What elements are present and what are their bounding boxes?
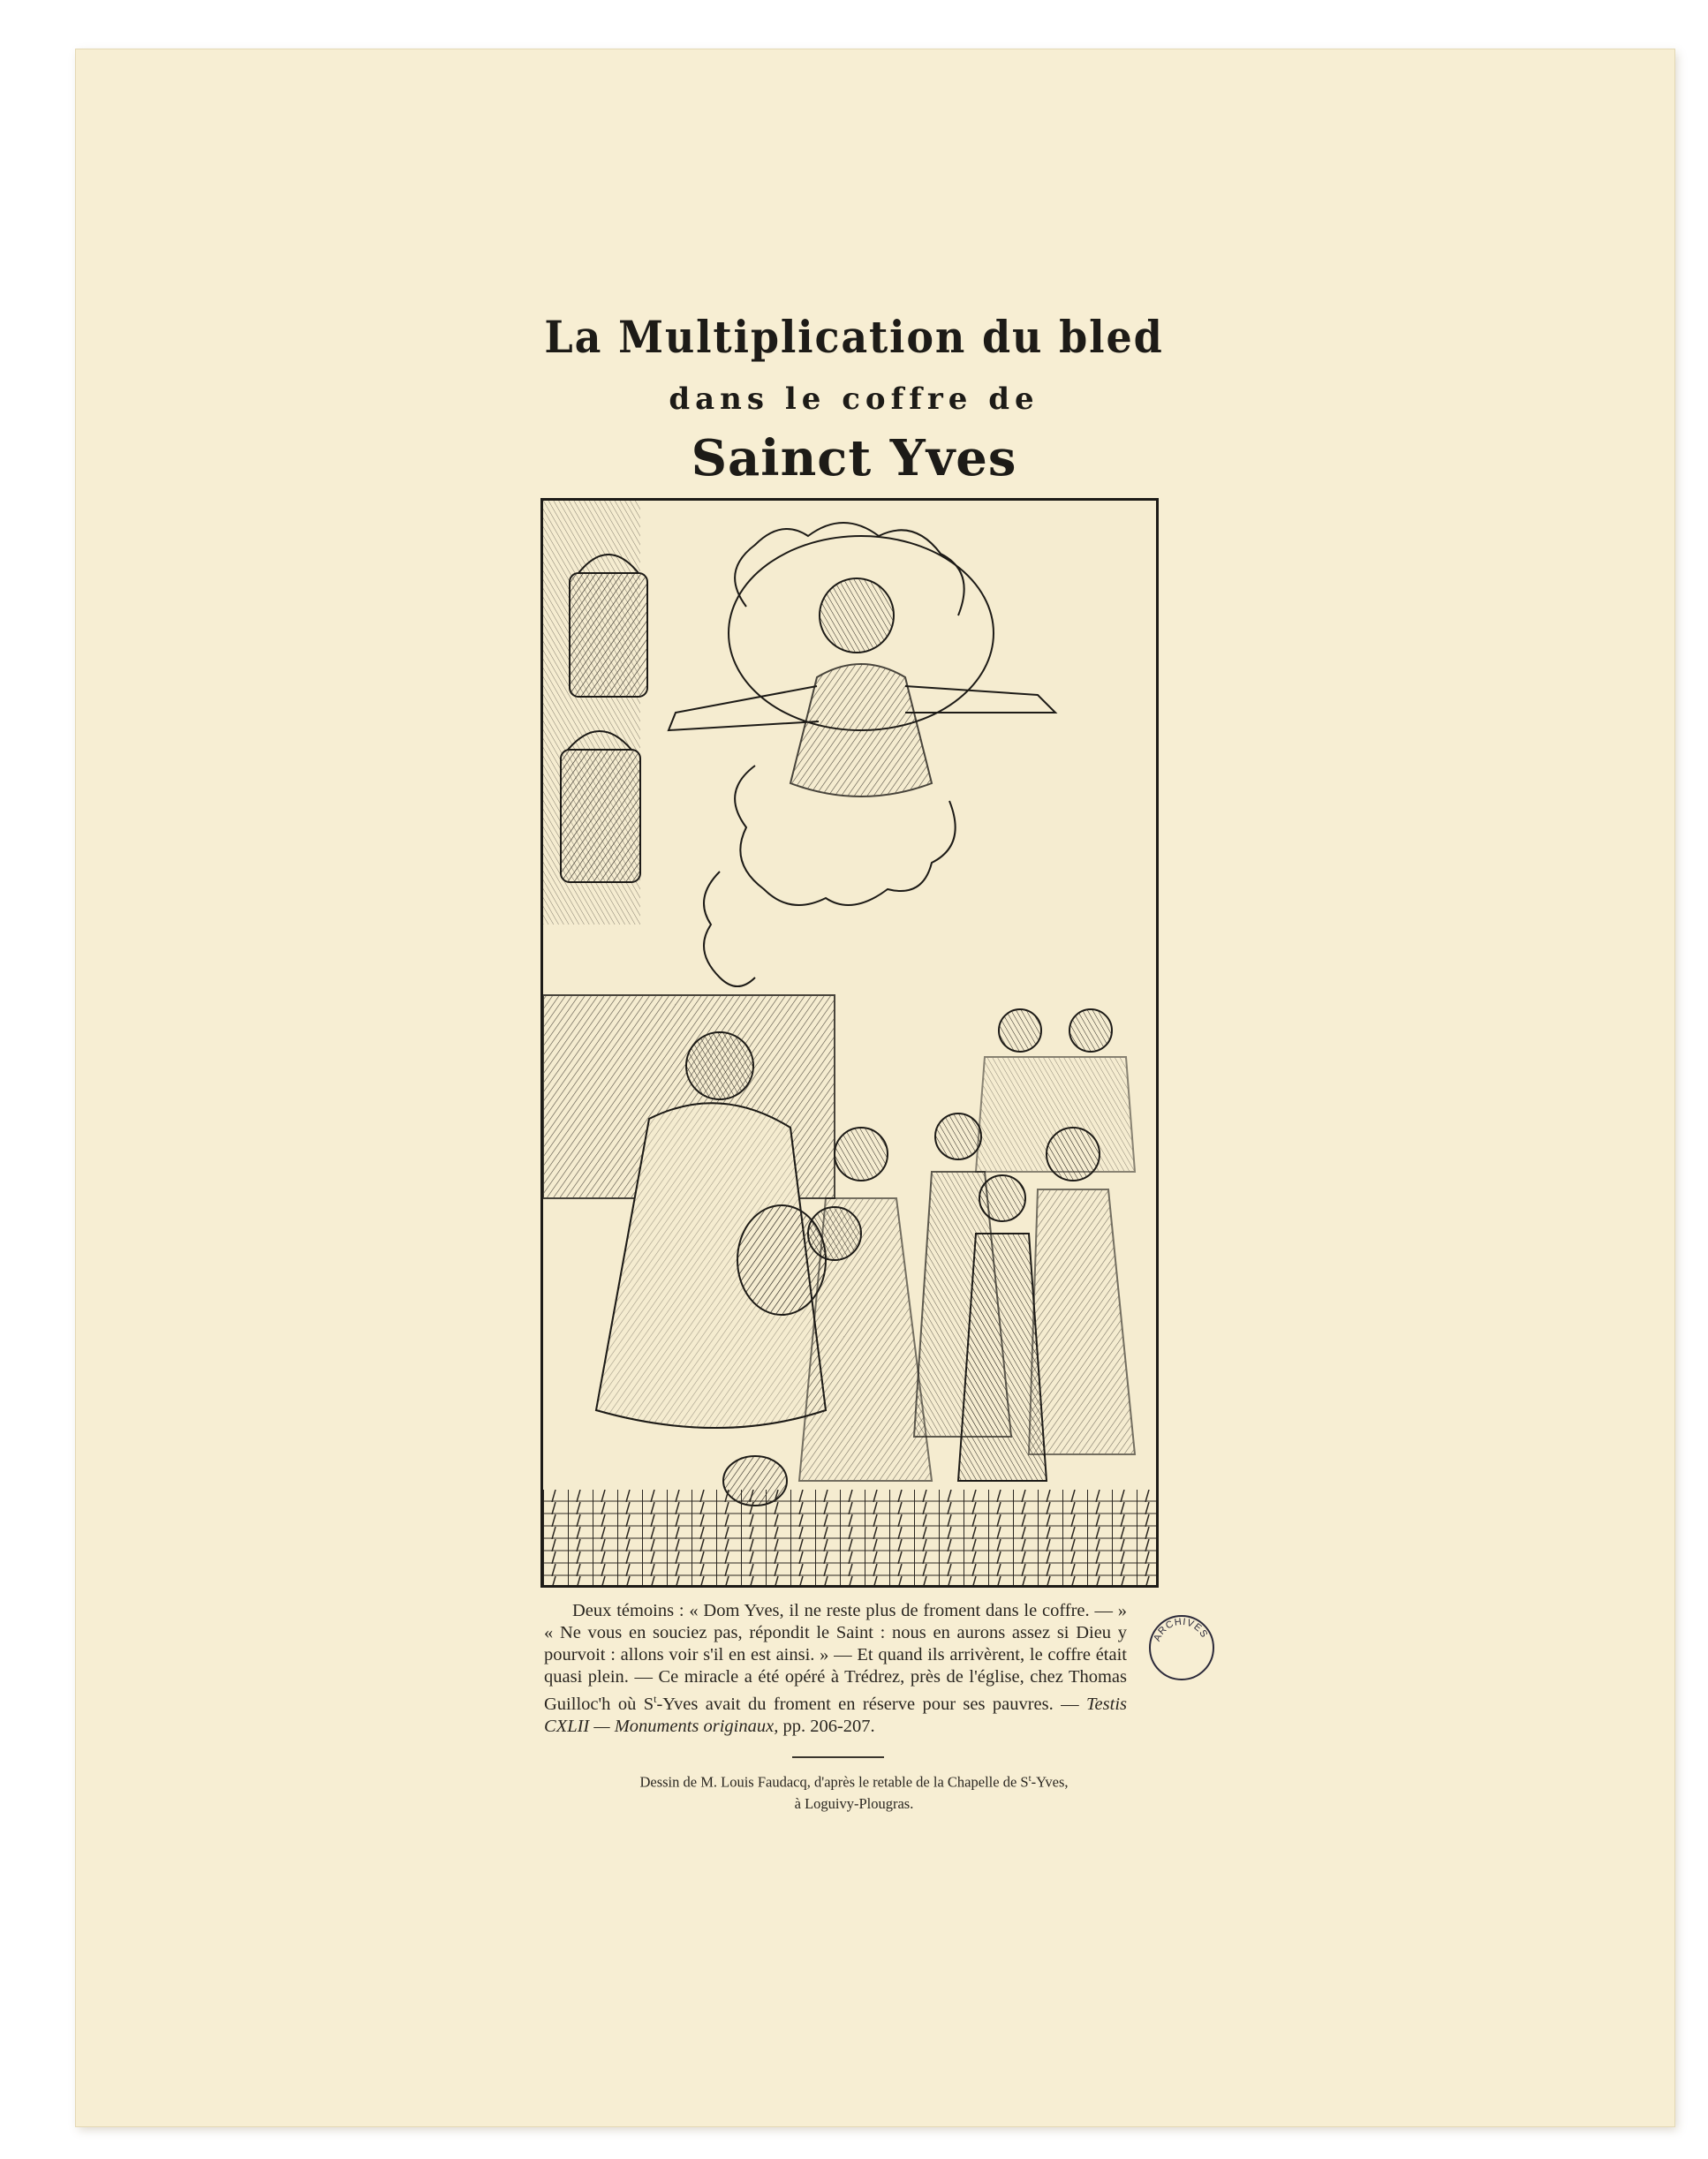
caption-text — [544, 1600, 1127, 1738]
caption-sup: t — [654, 1693, 657, 1705]
credit-line-2: à Loguivy-Plougras. — [794, 1794, 914, 1812]
caption-pages: pp. 206-207. — [778, 1716, 875, 1736]
credit-text — [0, 1768, 1708, 1815]
caption-testis: Testis CXLII — [544, 1694, 1127, 1736]
title-line-1: La Multiplication du bled — [544, 311, 1164, 363]
cloud-glory — [669, 523, 1055, 986]
caption-monuments: Monuments originaux, — [614, 1716, 779, 1736]
credit-line-1 — [0, 1768, 1708, 1793]
caption-lead: Deux témoins : « Dom Yves, il ne reste plus de froment dans le coffre. — » « Ne vous en souciez pas, répondit le Saint : nous en aurons assez si Dieu y pourvoit : allons voir s'il en est ainsi. » — Et quand ils arrivèrent, le coffre était quasi plein. — Ce miracle a été opéré à Trédrez, près de l'église, chez Thomas Guilloc'h où S — [544, 1601, 1127, 1714]
engraving-illustration — [540, 498, 1159, 1588]
archives-stamp — [1146, 1612, 1217, 1683]
caption-divider — [792, 1756, 884, 1758]
title-line-2: dans le coffre de — [669, 381, 1039, 417]
title-line-3: Sainct Yves — [691, 429, 1017, 487]
credit-line-1-b: -Yves, — [1031, 1773, 1069, 1791]
stamp-text: ARCHIVES — [1152, 1616, 1210, 1643]
caption-mid: -Yves avait du froment en réserve pour ses pauvres. — — [656, 1694, 1087, 1714]
engraving-drawing — [543, 501, 1156, 1585]
credit-sup: t — [1028, 1773, 1032, 1784]
credit-line-1-a: Dessin de M. Louis Faudacq, d'après le retable de la Chapelle de S — [639, 1773, 1029, 1791]
caption-dash: — — [589, 1716, 615, 1736]
svg-text:ARCHIVES — [1152, 1617, 1210, 1643]
